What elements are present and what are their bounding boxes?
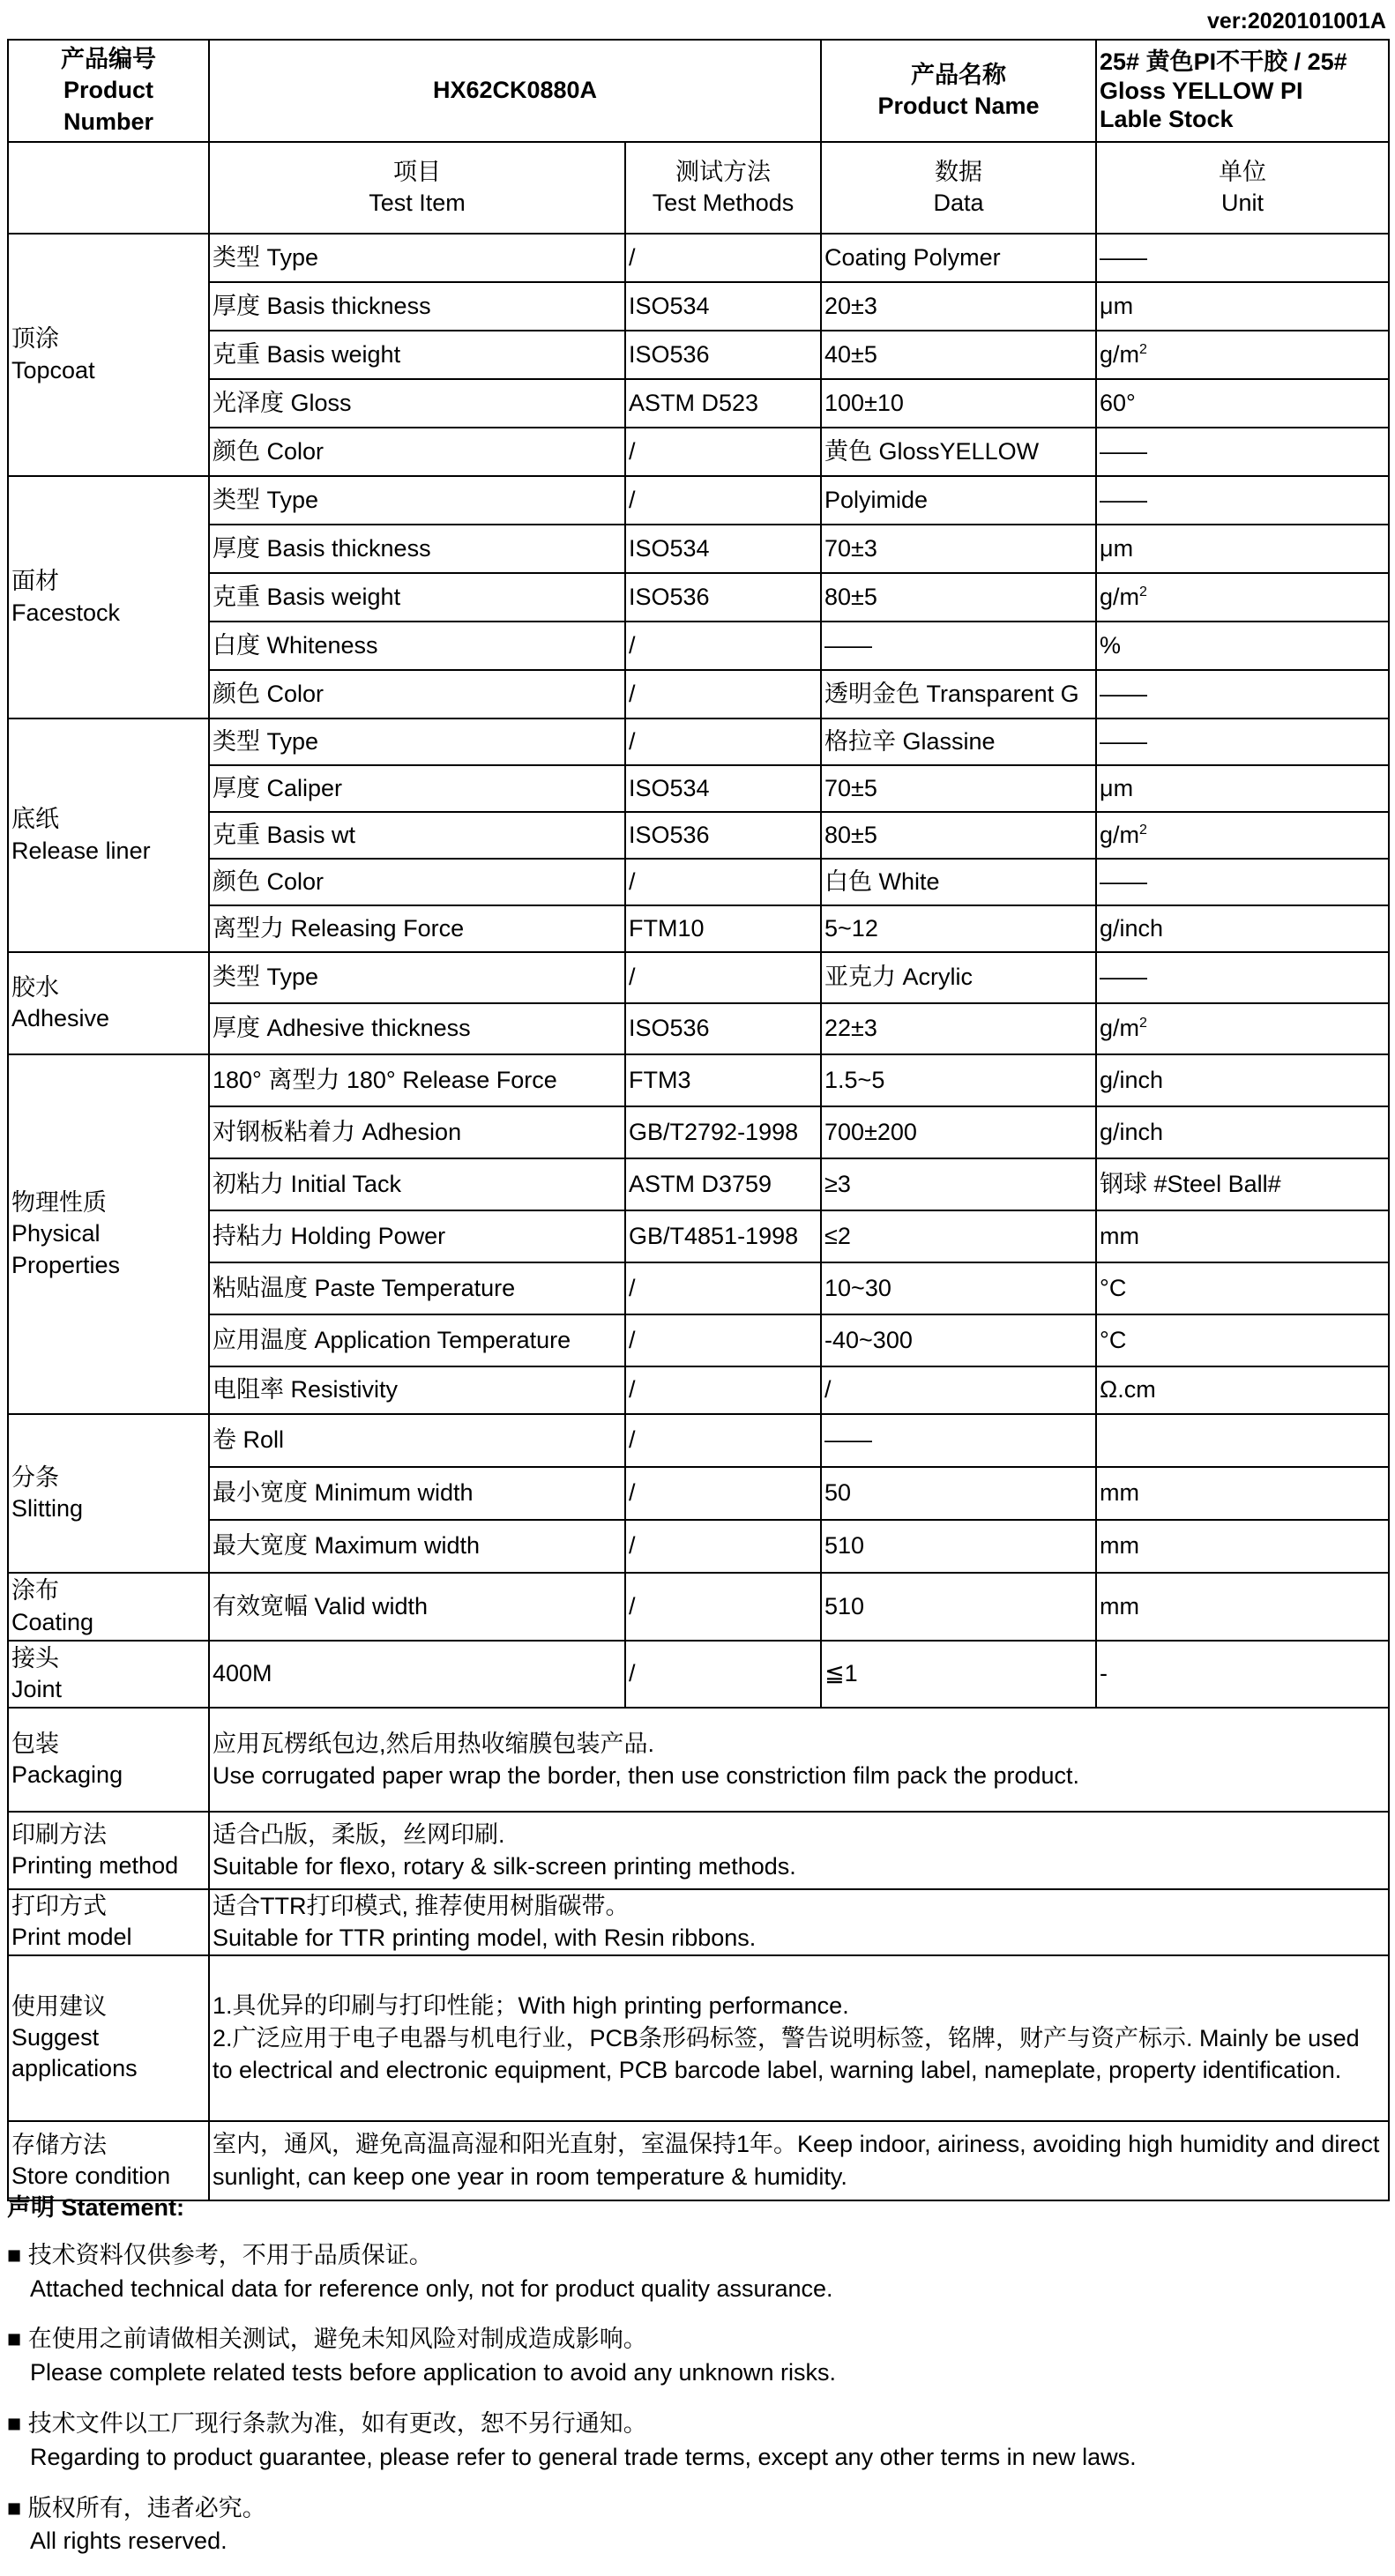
unit-cell: °C [1096,1314,1389,1366]
spec-table [7,39,1390,2201]
test-method-cell: GB/T2792-1998 [625,1106,821,1158]
test-item-cell: 颜色 Color [209,670,625,718]
data-cell: —— [821,622,1096,670]
group-label: 涂布 Coating [8,1573,209,1641]
spec-row [8,1054,1389,1106]
test-method-cell: ISO536 [625,812,821,859]
unit-cell: mm [1096,1467,1389,1520]
spec-row [8,428,1389,476]
data-cell: 透明金色 Transparent G [821,670,1096,718]
text-row-label: 打印方式 Print model [8,1889,209,1955]
spec-row [8,670,1389,718]
column-header-row [8,142,1389,234]
data-cell: 黄色 GlossYELLOW [821,428,1096,476]
test-item-cell: 400M [209,1641,625,1708]
unit-cell: % [1096,622,1389,670]
product-number-label: 产品编号 Product Number [8,40,209,142]
test-item-cell: 厚度 Basis thickness [209,525,625,573]
test-item-cell: 光泽度 Gloss [209,379,625,428]
text-row-content: 1.具优异的印刷与打印性能；With high printing performance. 2.广泛应用于电子电器与机电行业，PCB条形码标签，警告说明标签，铭牌，财产与资产标示. Mainly be used to electrical and electronic equipment, PCB barcode label, warning label, nameplate, property identification. [209,1955,1389,2121]
spec-row [8,1467,1389,1520]
test-method-cell: ISO536 [625,331,821,379]
spec-row [8,1003,1389,1054]
group-label: 底纸 Release liner [8,718,209,952]
unit-cell: g/inch [1096,1106,1389,1158]
col-header-item: 项目 Test Item [209,142,625,234]
data-cell: 510 [821,1520,1096,1573]
test-method-cell: ASTM D3759 [625,1158,821,1210]
unit-cell: —— [1096,952,1389,1003]
unit-cell: mm [1096,1210,1389,1262]
data-cell: 10~30 [821,1262,1096,1314]
data-cell: ≦1 [821,1641,1096,1708]
test-item-cell: 初粘力 Initial Tack [209,1158,625,1210]
product-name-value: 25# 黄色PI不干胶 / 25# Gloss YELLOW PI Lable Stock [1096,40,1389,142]
spec-row [8,234,1389,282]
data-cell: / [821,1366,1096,1414]
spec-row [8,1641,1389,1708]
test-method-cell: / [625,1467,821,1520]
spec-row [8,573,1389,622]
unit-cell: 60° [1096,379,1389,428]
spec-row [8,1366,1389,1414]
data-cell: 1.5~5 [821,1054,1096,1106]
unit-cell: $g/m^2$ [1096,812,1389,859]
spec-row [8,331,1389,379]
statement-item: ■ 版权所有，违者必究。 All rights reserved. [7,2494,266,2555]
test-item-cell: 克重 Basis wt [209,812,625,859]
spec-row [8,765,1389,812]
spec-row [8,1106,1389,1158]
group-label: 顶涂 Topcoat [8,234,209,476]
test-method-cell: ISO534 [625,525,821,573]
group-label: 物理性质 Physical Properties [8,1054,209,1414]
test-method-cell: / [625,1641,821,1708]
data-cell: ≥3 [821,1158,1096,1210]
spec-row [8,476,1389,525]
test-method-cell: / [625,1573,821,1641]
spec-row [8,952,1389,1003]
unit-cell: —— [1096,859,1389,905]
data-cell: —— [821,1414,1096,1467]
unit-cell: —— [1096,428,1389,476]
spec-row [8,525,1389,573]
test-item-cell: 最大宽度 Maximum width [209,1520,625,1573]
data-cell: 20±3 [821,282,1096,331]
unit-cell: $g/m^2$ [1096,573,1389,622]
test-item-cell: 类型 Type [209,952,625,1003]
test-method-cell: / [625,622,821,670]
data-cell: 70±5 [821,765,1096,812]
data-cell: 40±5 [821,331,1096,379]
spec-row [8,1262,1389,1314]
data-cell: Polyimide [821,476,1096,525]
test-item-cell: 持粘力 Holding Power [209,1210,625,1262]
spec-row [8,1414,1389,1467]
test-item-cell: 离型力 Releasing Force [209,905,625,952]
text-row [8,1812,1389,1889]
test-method-cell: / [625,1262,821,1314]
test-item-cell: 厚度 Caliper [209,765,625,812]
spec-row [8,812,1389,859]
test-item-cell: 白度 Whiteness [209,622,625,670]
text-row-content: 应用瓦楞纸包边,然后用热收缩膜包装产品. Use corrugated paper wrap the border, then use constriction film pack the product. [209,1708,1389,1812]
data-cell: 白色 White [821,859,1096,905]
test-item-cell: 电阻率 Resistivity [209,1366,625,1414]
test-method-cell: ISO536 [625,573,821,622]
test-item-cell: 颜色 Color [209,859,625,905]
product-number-value: HX62CK0880A [209,40,821,142]
version-label: ver:2020101001A [1207,9,1386,34]
col-header-unit: 单位 Unit [1096,142,1389,234]
test-item-cell: 颜色 Color [209,428,625,476]
test-method-cell: / [625,1414,821,1467]
text-row-content: 室内，通风，避免高温高湿和阳光直射，室温保持1年。Keep indoor, airiness, avoiding high humidity and direct sunlight, can keep one year in room temperature & humidity. [209,2121,1389,2200]
test-method-cell: / [625,428,821,476]
test-item-cell: 对钢板粘着力 Adhesion [209,1106,625,1158]
test-method-cell: FTM10 [625,905,821,952]
spec-row [8,1314,1389,1366]
unit-cell: g/inch [1096,1054,1389,1106]
test-method-cell: FTM3 [625,1054,821,1106]
group-label: 接头 Joint [8,1641,209,1708]
data-cell: 700±200 [821,1106,1096,1158]
data-cell: 22±3 [821,1003,1096,1054]
test-method-cell: / [625,718,821,765]
test-item-cell: 有效宽幅 Valid width [209,1573,625,1641]
unit-cell: mm [1096,1520,1389,1573]
unit-cell: μm [1096,765,1389,812]
data-cell: ≤2 [821,1210,1096,1262]
unit-cell: $g/m^2$ [1096,331,1389,379]
test-item-cell: 粘贴温度 Paste Temperature [209,1262,625,1314]
test-method-cell: / [625,1314,821,1366]
product-header-row [8,40,1389,142]
unit-cell: °C [1096,1262,1389,1314]
data-cell: 80±5 [821,812,1096,859]
test-item-cell: 卷 Roll [209,1414,625,1467]
data-cell: 510 [821,1573,1096,1641]
statement-section [7,2192,1383,2576]
test-item-cell: 类型 Type [209,234,625,282]
statement-item: ■ 在使用之前请做相关测试，避免未知风险对制成造成影响。 Please complete related tests before application to avoid any unknown risks. [7,2326,837,2386]
data-cell: Coating Polymer [821,234,1096,282]
col-header-method: 测试方法 Test Methods [625,142,821,234]
col-header-data: 数据 Data [821,142,1096,234]
data-cell: 80±5 [821,573,1096,622]
statement-item: ■ 技术文件以工厂现行条款为准，如有更改，恕不另行通知。 Regarding to product guarantee, please refer to general trade terms, except any other terms in new laws. [7,2409,1137,2470]
test-method-cell: / [625,476,821,525]
test-item-cell: 类型 Type [209,718,625,765]
product-name-label: 产品名称 Product Name [821,40,1096,142]
statement-title: 声明 Statement: [7,2194,185,2221]
unit-cell: Ω.cm [1096,1366,1389,1414]
spec-row [8,905,1389,952]
spec-row [8,1573,1389,1641]
text-row-label: 使用建议 Suggest applications [8,1955,209,2121]
test-method-cell: / [625,670,821,718]
data-cell: 50 [821,1467,1096,1520]
group-label: 分条 Slitting [8,1414,209,1573]
spec-row [8,859,1389,905]
statement-item: ■ 技术资料仅供参考，不用于品质保证。 Attached technical data for reference only, not for product quality assurance. [7,2241,833,2302]
unit-cell: —— [1096,476,1389,525]
test-item-cell: 克重 Basis weight [209,331,625,379]
spec-row [8,1210,1389,1262]
text-row-content: 适合凸版，柔版，丝网印刷. Suitable for flexo, rotary & silk-screen printing methods. [209,1812,1389,1889]
group-label: 面材 Facestock [8,476,209,718]
data-cell: 5~12 [821,905,1096,952]
data-cell: 格拉辛 Glassine [821,718,1096,765]
unit-cell: —— [1096,718,1389,765]
unit-cell: —— [1096,234,1389,282]
unit-cell: $g/m^2$ [1096,1003,1389,1054]
test-item-cell: 厚度 Basis thickness [209,282,625,331]
data-cell: 100±10 [821,379,1096,428]
text-row [8,1889,1389,1955]
test-method-cell: / [625,1520,821,1573]
test-method-cell: ISO536 [625,1003,821,1054]
text-row [8,1708,1389,1812]
test-item-cell: 最小宽度 Minimum width [209,1467,625,1520]
spec-row [8,1158,1389,1210]
test-item-cell: 应用温度 Application Temperature [209,1314,625,1366]
data-cell: 亚克力 Acrylic [821,952,1096,1003]
text-row [8,2121,1389,2200]
unit-cell: - [1096,1641,1389,1708]
text-row-label: 存储方法 Store condition [8,2121,209,2200]
unit-cell: μm [1096,282,1389,331]
test-method-cell: / [625,859,821,905]
test-method-cell: ISO534 [625,282,821,331]
spec-row [8,718,1389,765]
unit-cell: g/inch [1096,905,1389,952]
text-row-label: 印刷方法 Printing method [8,1812,209,1889]
text-row [8,1955,1389,2121]
spec-row [8,622,1389,670]
spec-row [8,379,1389,428]
text-row-content: 适合TTR打印模式, 推荐使用树脂碳带。 Suitable for TTR printing model, with Resin ribbons. [209,1889,1389,1955]
test-item-cell: 厚度 Adhesive thickness [209,1003,625,1054]
test-item-cell: 180° 离型力 180° Release Force [209,1054,625,1106]
test-method-cell: / [625,234,821,282]
unit-cell: mm [1096,1573,1389,1641]
test-method-cell: GB/T4851-1998 [625,1210,821,1262]
unit-cell: μm [1096,525,1389,573]
unit-cell [1096,1414,1389,1467]
test-method-cell: / [625,952,821,1003]
spec-row [8,1520,1389,1573]
unit-cell: —— [1096,670,1389,718]
test-method-cell: / [625,1366,821,1414]
spec-row [8,282,1389,331]
test-item-cell: 类型 Type [209,476,625,525]
test-item-cell: 克重 Basis weight [209,573,625,622]
test-method-cell: ASTM D523 [625,379,821,428]
data-cell: -40~300 [821,1314,1096,1366]
data-cell: 70±3 [821,525,1096,573]
test-method-cell: ISO534 [625,765,821,812]
text-row-label: 包装 Packaging [8,1708,209,1812]
unit-cell: 钢球 #Steel Ball# [1096,1158,1389,1210]
group-label: 胶水 Adhesive [8,952,209,1054]
